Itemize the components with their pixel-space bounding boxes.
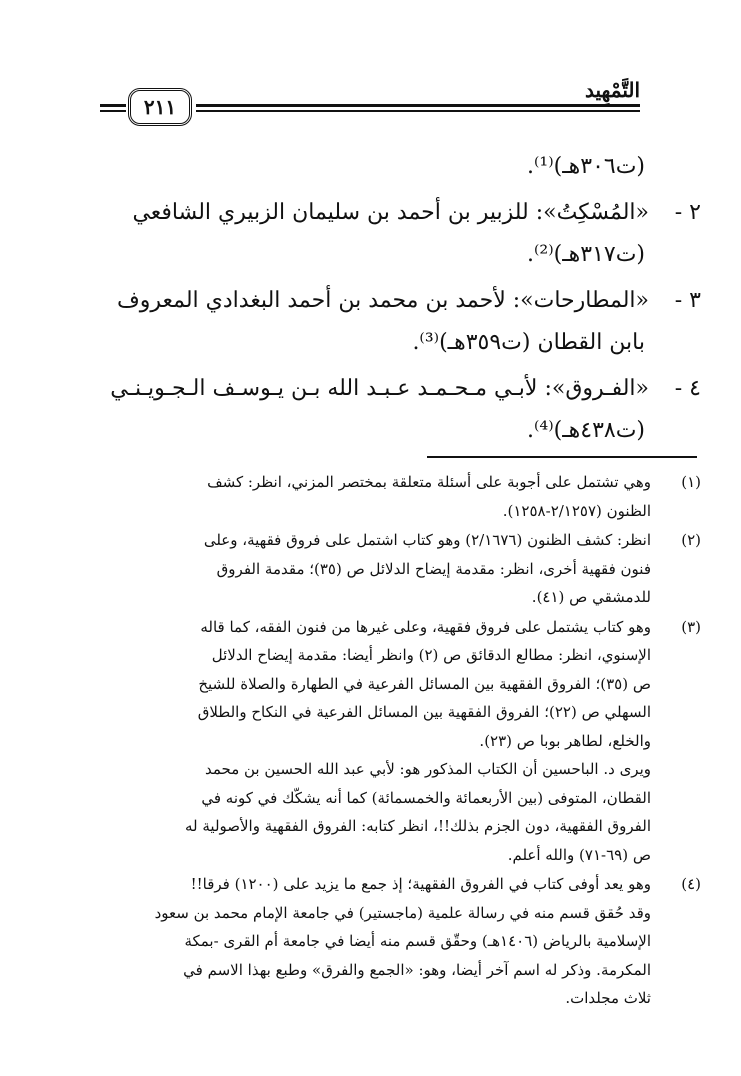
footnote: [71, 613, 701, 870]
footnote-line: انظر: كشف الظنون (٢/١٦٧٦) وهو كتاب اشتمل على فروق فقهية، وعلى: [203, 531, 651, 549]
item-text: «المُسْكِتُ»: للزبير بن أحمد بن سليمان الزبيري الشافعي: [132, 200, 649, 225]
footnote-line: وهو يعد أوفى كتاب في الفروق الفقهية؛ إذ جمع ما يزيد على (١٢٠٠) فرقا!!: [190, 875, 651, 893]
footnote-line: الظنون (٢/١٢٥٧-١٢٥٨).: [502, 501, 651, 520]
running-title: التَّمْهِيد: [585, 78, 640, 102]
footnote-line: ص (٣٥)؛ الفروق الفقهية بين المسائل الفرعية في الطهارة والصلاة للشيخ: [198, 674, 651, 693]
footnote-line: للدمشقي ص (٤١).: [531, 588, 651, 606]
footnote-line: ثلاث مجلدات.: [565, 989, 651, 1007]
footnote-line: ص (٦٩-٧١) والله أعلم.: [507, 845, 651, 864]
list-item: [101, 368, 701, 452]
footnote: [71, 870, 701, 1013]
footnote-line: وهو كتاب يشتمل على فروق فقهية، وعلى غيرها من فنون الفقه، كما قاله: [200, 617, 651, 636]
header-rule: [196, 110, 640, 112]
header-rule: [100, 110, 126, 112]
item-text: «الفـروق»: لأبـي مـحـمـد عـبـد الله بـن يـوسـف الـجـويـنـي: [110, 376, 649, 401]
footnote-line: وقد حُقق قسم منه في رسالة علمية (ماجستير) في جامعة الإمام محمد بن سعود: [154, 903, 651, 922]
item-number: ٢ -: [674, 200, 701, 225]
item-text: (ت٣١٧هـ)⁽²⁾.: [526, 242, 645, 267]
item-number: ٣ -: [674, 288, 701, 313]
footnote-divider: [427, 456, 697, 458]
page-number: ٢١١: [128, 88, 192, 126]
footnote-line: فنون فقهية أخرى، انظر: مقدمة إيضاح الدلائل ص (٣٥)؛ مقدمة الفروق: [216, 559, 651, 578]
header-rule: [196, 104, 640, 107]
list-item: [101, 192, 701, 276]
footnote-line: الفروق الفقهية، دون الجزم بذلك!!، انظر كتابه: الفروق الفقهية والأصولية له: [185, 817, 651, 835]
footnote: [71, 468, 701, 525]
header-rule: [100, 104, 126, 107]
item-text: بابن القطان (ت٣٥٩هـ)⁽³⁾.: [412, 330, 645, 355]
footnote-line: الإسنوي، انظر: مطالع الدقائق ص (٢) وانظر أيضا: مقدمة إيضاح الدلائل: [211, 646, 651, 664]
item-text: (ت٤٣٨هـ)⁽⁴⁾.: [526, 418, 645, 443]
footnote-number: (٤): [681, 875, 701, 893]
footnote-number: (٢): [681, 531, 701, 549]
footnote-line: الإسلامية بالرياض (١٤٠٦هـ) وحقّق قسم منه أيضا في جامعة أم القرى -بمكة: [184, 932, 651, 950]
footnote-line: المكرمة. وذكر له اسم آخر أيضا، وهو: «الجمع والفرق» وطبع بهذا الاسم في: [183, 960, 651, 979]
footnote: [71, 526, 701, 612]
footnote-number: (٣): [681, 617, 701, 636]
main-text: [101, 146, 701, 456]
item-number: ٤ -: [674, 376, 701, 401]
list-item: [101, 280, 701, 364]
footnote-line: السهلي ص (٢٢)؛ الفروق الفقهية بين المسائل الفرعية في النكاح والطلاق: [197, 703, 651, 721]
footnotes: [71, 468, 701, 1014]
footnote-number: (١): [681, 473, 701, 491]
footnote-line: وهي تشتمل على أجوبة على أسئلة متعلقة بمختصر المزني، انظر: كشف: [207, 473, 651, 491]
footnote-line: القطان، المتوفى (بين الأربعمائة والخمسمائة) كما أنه يشكّك في كونه في: [201, 788, 651, 807]
footnote-line: والخلع، لطاهر بوبا ص (٢٣).: [479, 731, 651, 750]
continuation-line: (ت٣٠٦هـ)⁽¹⁾.: [526, 154, 645, 179]
footnote-line: ويرى د. الباحسين أن الكتاب المذكور هو: لأبي عبد الله الحسين بن محمد: [204, 760, 651, 778]
page-header: [100, 74, 640, 130]
item-text: «المطارحات»: لأحمد بن محمد بن أحمد البغدادي المعروف: [116, 288, 649, 313]
